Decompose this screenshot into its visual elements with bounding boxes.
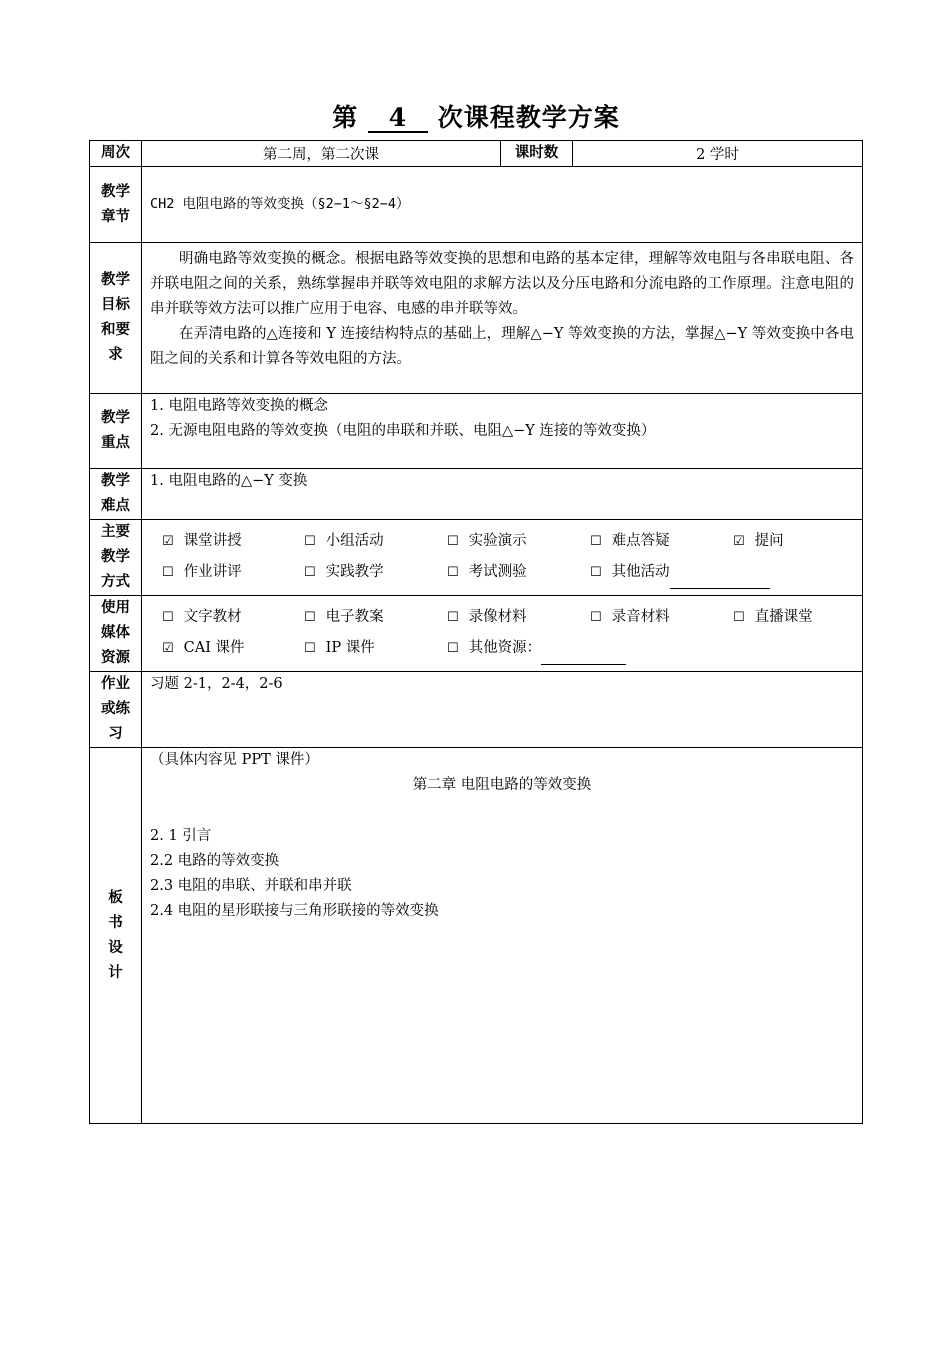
row-media-resources — [90, 596, 863, 672]
lesson-number: 4 — [368, 105, 428, 133]
board-design-label: 板 书 设 计 — [90, 748, 142, 1124]
method-questioning[interactable]: ☑ 提问 — [733, 533, 784, 549]
chapter-value: CH2 电阻电路的等效变换（§2−1～§2−4） — [142, 167, 863, 243]
method-difficulty-qa[interactable]: ☐ 难点答疑 — [590, 533, 670, 549]
hours-label: 课时数 — [501, 141, 573, 167]
media-audio[interactable]: ☐ 录音材料 — [590, 609, 670, 625]
checkbox-icon[interactable]: ☐ — [590, 565, 602, 580]
checkbox-icon[interactable]: ☐ — [162, 610, 174, 625]
checkbox-icon[interactable]: ☐ — [304, 534, 316, 549]
method-practice[interactable]: ☐ 实践教学 — [304, 564, 384, 580]
checkbox-icon[interactable]: ☐ — [304, 610, 316, 625]
other-resource-blank[interactable] — [541, 633, 626, 665]
checkbox-checked-icon[interactable]: ☑ — [162, 641, 174, 656]
media-cai-courseware[interactable]: ☑ CAI 课件 — [162, 640, 245, 656]
row-goals — [90, 243, 863, 394]
method-experiment-demo[interactable]: ☐ 实验演示 — [447, 533, 527, 549]
homework-label: 作业 或练 习 — [90, 672, 142, 748]
checkbox-icon[interactable]: ☐ — [162, 565, 174, 580]
difficult-points-label: 教学 难点 — [90, 469, 142, 520]
media-e-lesson-plan[interactable]: ☐ 电子教案 — [304, 609, 384, 625]
media-video[interactable]: ☐ 录像材料 — [447, 609, 527, 625]
title-prefix: 第 — [332, 103, 359, 132]
row-homework — [90, 672, 863, 748]
key-point-2: 2. 无源电阻电路的等效变换（电阻的串联和并联、电阻△−Y 连接的等效变换） — [150, 423, 656, 439]
difficult-points-content — [142, 469, 863, 520]
row-difficult-points — [90, 469, 863, 520]
board-chapter-title: 第二章 电阻电路的等效变换 — [412, 777, 592, 793]
media-live-class[interactable]: ☐ 直播课堂 — [733, 609, 813, 625]
checkbox-icon[interactable]: ☐ — [447, 610, 459, 625]
checkbox-icon[interactable]: ☐ — [304, 641, 316, 656]
board-design-content — [142, 748, 863, 1124]
hours-value: 2 学时 — [573, 141, 863, 167]
method-other[interactable]: ☐ 其他活动 — [590, 557, 853, 589]
media-ip-courseware[interactable]: ☐ IP 课件 — [304, 640, 375, 656]
board-section-3: 2.3 电阻的串联、并联和串并联 — [150, 878, 352, 894]
board-section-2: 2.2 电路的等效变换 — [150, 853, 280, 869]
goals-content — [142, 243, 863, 394]
key-points-label: 教学 重点 — [90, 394, 142, 469]
goals-paragraph-2: 在弄清电路的△连接和 Y 连接结构特点的基础上，理解△−Y 等效变换的方法，掌握△−Y 等效变换中各电阻之间的关系和计算各等效电阻的方法。 — [150, 326, 854, 367]
row-week — [90, 141, 863, 167]
key-point-1: 1. 电阻电路等效变换的概念 — [150, 398, 328, 414]
other-activity-blank[interactable] — [670, 557, 770, 589]
checkbox-icon[interactable]: ☐ — [447, 565, 459, 580]
goals-paragraph-1: 明确电路等效变换的概念。根据电路等效变换的思想和电路的基本定律，理解等效电阻与各串联电阻、各并联电阻之间的关系，熟练掌握串并联等效电阻的求解方法以及分压电路和分流电路的工作原理。注意电阻的串并联等效方法可以推广应用于电容、电感的串并联等效。 — [150, 251, 854, 317]
difficult-point-1: 1. 电阻电路的△−Y 变换 — [150, 473, 308, 489]
checkbox-icon[interactable]: ☐ — [590, 534, 602, 549]
media-other[interactable]: ☐ 其他资源： — [447, 633, 853, 665]
chapter-label: 教学 章节 — [90, 167, 142, 243]
method-lecture[interactable]: ☑ 课堂讲授 — [162, 533, 242, 549]
week-label: 周次 — [90, 141, 142, 167]
title-suffix: 次课程教学方案 — [437, 103, 620, 132]
teaching-methods-options — [142, 520, 863, 596]
week-value: 第二周，第二次课 — [142, 141, 501, 167]
media-textbook[interactable]: ☐ 文字教材 — [162, 609, 242, 625]
row-chapter — [90, 167, 863, 243]
checkbox-icon[interactable]: ☐ — [590, 610, 602, 625]
method-homework-review[interactable]: ☐ 作业讲评 — [162, 564, 242, 580]
checkbox-icon[interactable]: ☐ — [304, 565, 316, 580]
method-exam[interactable]: ☐ 考试测验 — [447, 564, 527, 580]
board-note: （具体内容见 PPT 课件） — [150, 752, 319, 768]
row-board-design — [90, 748, 863, 1124]
teaching-methods-label: 主要 教学 方式 — [90, 520, 142, 596]
board-section-4: 2.4 电阻的星形联接与三角形联接的等效变换 — [150, 903, 439, 919]
method-group-activity[interactable]: ☐ 小组活动 — [304, 533, 384, 549]
goals-label: 教学 目标 和要 求 — [90, 243, 142, 394]
checkbox-icon[interactable]: ☐ — [447, 641, 459, 656]
lesson-plan-table — [89, 140, 863, 1124]
checkbox-icon[interactable]: ☐ — [447, 534, 459, 549]
page-title — [0, 98, 952, 134]
media-resources-options — [142, 596, 863, 672]
row-key-points — [90, 394, 863, 469]
key-points-content — [142, 394, 863, 469]
board-section-1: 2. 1 引言 — [150, 828, 212, 844]
checkbox-icon[interactable]: ☐ — [733, 610, 745, 625]
checkbox-checked-icon[interactable]: ☑ — [733, 534, 745, 549]
row-teaching-methods — [90, 520, 863, 596]
homework-value: 习题 2-1，2-4，2-6 — [142, 672, 863, 748]
media-resources-label: 使用 媒体 资源 — [90, 596, 142, 672]
checkbox-checked-icon[interactable]: ☑ — [162, 534, 174, 549]
